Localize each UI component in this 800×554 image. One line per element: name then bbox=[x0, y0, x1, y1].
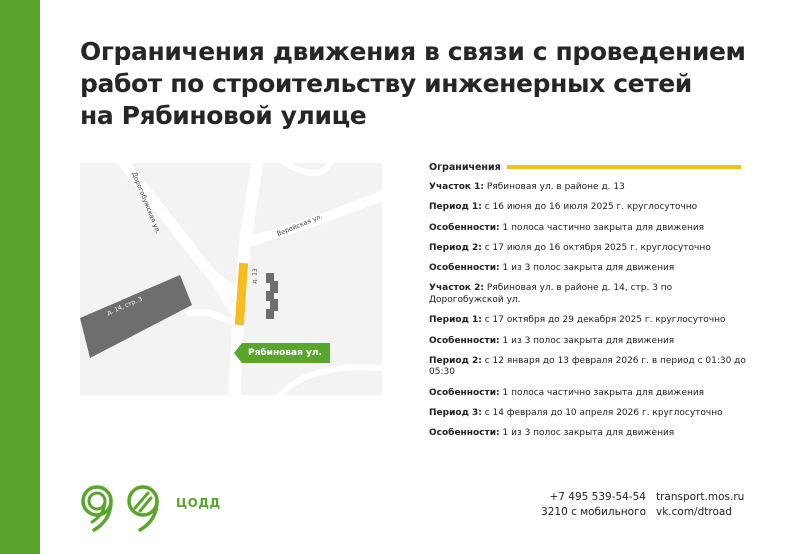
info-row-label: Особенности: bbox=[429, 222, 500, 233]
street-callout: Рябиновая ул. bbox=[242, 343, 330, 363]
brand-name: ЦОДД bbox=[176, 496, 221, 510]
info-row bbox=[429, 243, 774, 255]
info-row-text: с 12 января до 13 февраля 2026 г. в период с 01:30 до 05:30 bbox=[429, 355, 746, 378]
info-row bbox=[429, 283, 699, 306]
callout-pointer bbox=[234, 343, 242, 363]
codd-logo-icon bbox=[80, 484, 172, 534]
label-dorogobuzhskaya: Дорогобужская ул. bbox=[130, 170, 163, 235]
info-row bbox=[429, 356, 774, 379]
info-row bbox=[429, 408, 774, 420]
restrictions-header-label: Ограничения bbox=[429, 161, 501, 173]
info-row-label: Период 2: bbox=[429, 355, 482, 366]
info-row-text: с 17 июля до 16 октября 2025 г. круглосуточно bbox=[481, 242, 711, 253]
title-line-2: работ по строительству инженерных сетей bbox=[80, 69, 692, 98]
info-row-label: Период 1: bbox=[429, 202, 482, 213]
title-line-3: на Рябиновой улице bbox=[80, 101, 367, 130]
info-row-label: Участок 1: bbox=[429, 182, 485, 192]
label-building-14: д. 14, стр. 3 bbox=[106, 295, 144, 317]
info-row bbox=[429, 202, 774, 214]
info-row-text: 1 из 3 полос закрыта для движения bbox=[499, 263, 675, 274]
info-row-text: Рябиновая ул. в районе д. 14, стр. 3 по Дорогобужской ул. bbox=[429, 283, 673, 305]
info-row bbox=[429, 223, 774, 235]
info-row-label: Период 2: bbox=[429, 242, 482, 253]
info-row-text: с 16 июня до 16 июля 2025 г. круглосуточно bbox=[481, 202, 698, 213]
header-rule bbox=[507, 165, 741, 169]
page-title bbox=[80, 36, 770, 132]
info-row-label: Особенности: bbox=[429, 263, 500, 274]
info-row-label: Период 1: bbox=[429, 315, 482, 326]
info-row bbox=[429, 315, 774, 327]
phone-contacts bbox=[536, 490, 646, 520]
info-row-label: Участок 2: bbox=[429, 283, 485, 294]
web-contacts bbox=[656, 490, 744, 520]
map-canvas bbox=[80, 163, 382, 395]
info-row-label: Особенности: bbox=[429, 335, 500, 346]
info-row-label: Период 3: bbox=[429, 407, 482, 418]
building-13 bbox=[266, 273, 278, 319]
info-row bbox=[429, 428, 774, 440]
label-building-13: д. 13 bbox=[251, 268, 260, 285]
info-row-text: 1 из 3 полос закрыта для движения bbox=[499, 335, 675, 346]
info-row-label: Особенности: bbox=[429, 428, 500, 439]
info-row-text: 1 полоса частично закрыта для движения bbox=[499, 387, 705, 398]
info-row-text: с 14 февраля до 10 апреля 2026 г. круглосуточно bbox=[481, 407, 723, 418]
side-accent-bar bbox=[0, 0, 40, 554]
building-14-str-3 bbox=[80, 275, 192, 358]
info-row bbox=[429, 388, 774, 400]
restrictions-panel bbox=[429, 160, 774, 449]
info-row-text: 1 полоса частично закрыта для движения bbox=[499, 222, 705, 233]
info-row bbox=[429, 336, 774, 348]
label-vereyskaya: Верейская ул. bbox=[275, 212, 324, 238]
info-row-text: с 17 октября до 29 декабря 2025 г. круглосуточно bbox=[481, 315, 726, 326]
site-link[interactable]: transport.mos.ru bbox=[656, 491, 745, 503]
mobile-short-number: 3210 с мобильного bbox=[541, 506, 646, 518]
phone-number[interactable]: +7 495 539-54-54 bbox=[549, 491, 646, 503]
restrictions-header bbox=[429, 160, 774, 174]
vk-link[interactable]: vk.com/dtroad bbox=[656, 506, 732, 518]
info-row-text: 1 из 3 полос закрыта для движения bbox=[499, 428, 675, 439]
info-row bbox=[429, 182, 774, 194]
info-row-label: Особенности: bbox=[429, 387, 500, 398]
scheme-map bbox=[80, 163, 382, 395]
info-row bbox=[429, 263, 774, 275]
title-line-1: Ограничения движения в связи с проведением bbox=[80, 37, 746, 66]
info-row-text: Рябиновая ул. в районе д. 13 bbox=[484, 182, 625, 192]
